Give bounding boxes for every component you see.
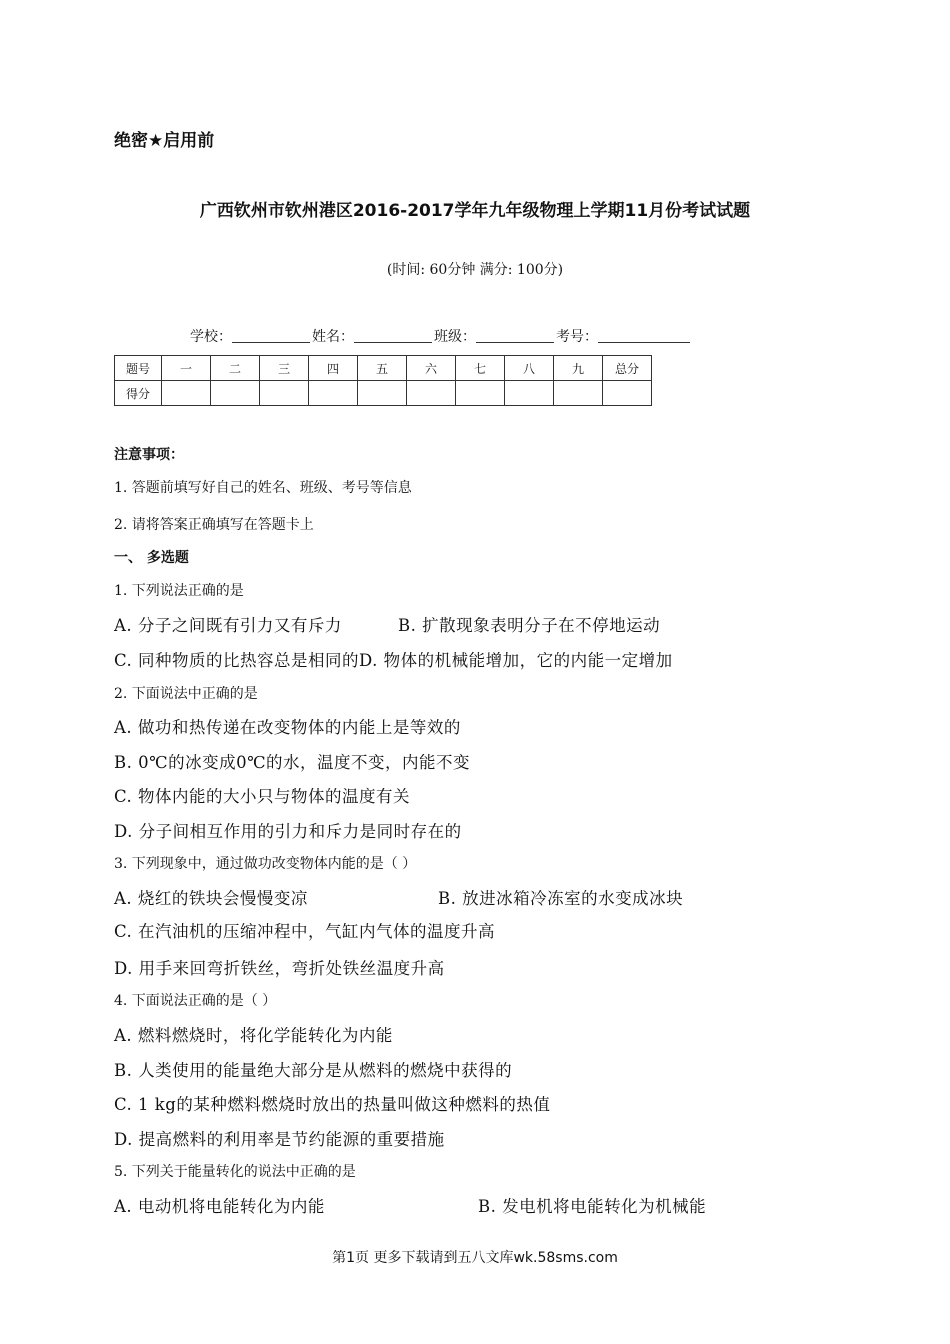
- school-blank: [232, 326, 310, 343]
- exam-number-label: 考号：: [556, 329, 598, 345]
- name-label: 姓名：: [312, 329, 354, 345]
- score-table-cell: 五: [358, 356, 407, 381]
- question-4-option-d: D. 提高燃料的利用率是节约能源的重要措施: [114, 1130, 445, 1149]
- score-table-cell: 一: [162, 356, 211, 381]
- question-3-option-b: B. 放进冰箱冷冻室的水变成冰块: [438, 889, 684, 908]
- question-5-option-b: B. 发电机将电能转化为机械能: [478, 1197, 707, 1216]
- question-2-option-d: D. 分子间相互作用的引力和斥力是同时存在的: [114, 822, 462, 841]
- score-table-header-row: [115, 356, 652, 381]
- question-2-option-b: B. 0℃的冰变成0℃的水，温度不变，内能不变: [114, 753, 471, 772]
- question-1: 1. 下列说法正确的是: [114, 583, 244, 599]
- score-table-cell: 得分: [115, 381, 162, 406]
- score-table-cell: 题号: [115, 356, 162, 381]
- student-info-fields: [190, 326, 692, 346]
- question-2-option-a: A. 做功和热传递在改变物体的内能上是等效的: [114, 718, 461, 737]
- score-table-score-row: [115, 381, 652, 406]
- score-table-empty-cell: [211, 381, 260, 406]
- name-blank: [354, 326, 432, 343]
- question-3-option-a: A. 烧红的铁块会慢慢变凉: [114, 889, 308, 908]
- school-label: 学校：: [190, 329, 232, 345]
- note-item: 2. 请将答案正确填写在答题卡上: [114, 517, 314, 533]
- question-3: 3. 下列现象中，通过做功改变物体内能的是（ ）: [114, 856, 417, 872]
- question-4-option-c: C. 1 kg的某种燃料燃烧时放出的热量叫做这种燃料的热值: [114, 1095, 551, 1114]
- score-table-cell: 九: [554, 356, 603, 381]
- score-table-empty-cell: [309, 381, 358, 406]
- score-table-cell: 七: [456, 356, 505, 381]
- score-table: [114, 355, 652, 406]
- question-4-option-b: B. 人类使用的能量绝大部分是从燃料的燃烧中获得的: [114, 1061, 513, 1080]
- score-table-empty-cell: [407, 381, 456, 406]
- page-footer: 第1页 更多下载请到五八文库wk.58sms.com: [332, 1250, 618, 1266]
- question-2: 2. 下面说法中正确的是: [114, 686, 258, 702]
- exam-number-blank: [598, 326, 690, 343]
- score-table-cell: 二: [211, 356, 260, 381]
- question-1-option-b: B. 扩散现象表明分子在不停地运动: [398, 616, 661, 635]
- question-3-option-c: C. 在汽油机的压缩冲程中，气缸内气体的温度升高: [114, 922, 496, 941]
- note-item: 1. 答题前填写好自己的姓名、班级、考号等信息: [114, 480, 412, 496]
- question-1-options-cd: C. 同种物质的比热容总是相同的D. 物体的机械能增加，它的内能一定增加: [114, 651, 673, 670]
- score-table-cell: 八: [505, 356, 554, 381]
- score-table-empty-cell: [358, 381, 407, 406]
- exam-subtitle: (时间: 60分钟 满分: 100分): [386, 262, 564, 278]
- question-5-option-a: A. 电动机将电能转化为内能: [114, 1197, 325, 1216]
- score-table-empty-cell: [505, 381, 554, 406]
- question-2-option-c: C. 物体内能的大小只与物体的温度有关: [114, 787, 411, 806]
- question-4-option-a: A. 燃料燃烧时，将化学能转化为内能: [114, 1026, 393, 1045]
- question-1-option-a: A. 分子之间既有引力又有斥力: [114, 616, 342, 635]
- score-table-cell: 四: [309, 356, 358, 381]
- score-table-empty-cell: [456, 381, 505, 406]
- score-table-empty-cell: [554, 381, 603, 406]
- score-table-cell: 总分: [603, 356, 652, 381]
- exam-title: 广西钦州市钦州港区2016-2017学年九年级物理上学期11月份考试试题: [199, 201, 751, 221]
- class-label: 班级：: [434, 329, 476, 345]
- question-4: 4. 下面说法正确的是（ ）: [114, 993, 277, 1009]
- class-blank: [476, 326, 554, 343]
- score-table-cell: 六: [407, 356, 456, 381]
- notes-heading: 注意事项：: [114, 447, 184, 463]
- score-table-cell: 三: [260, 356, 309, 381]
- confidential-label: 绝密★启用前: [114, 131, 215, 151]
- question-3-option-d: D. 用手来回弯折铁丝，弯折处铁丝温度升高: [114, 959, 445, 978]
- section-heading: 一、 多选题: [114, 550, 189, 566]
- score-table-empty-cell: [603, 381, 652, 406]
- score-table-empty-cell: [162, 381, 211, 406]
- question-5: 5. 下列关于能量转化的说法中正确的是: [114, 1164, 356, 1180]
- score-table-empty-cell: [260, 381, 309, 406]
